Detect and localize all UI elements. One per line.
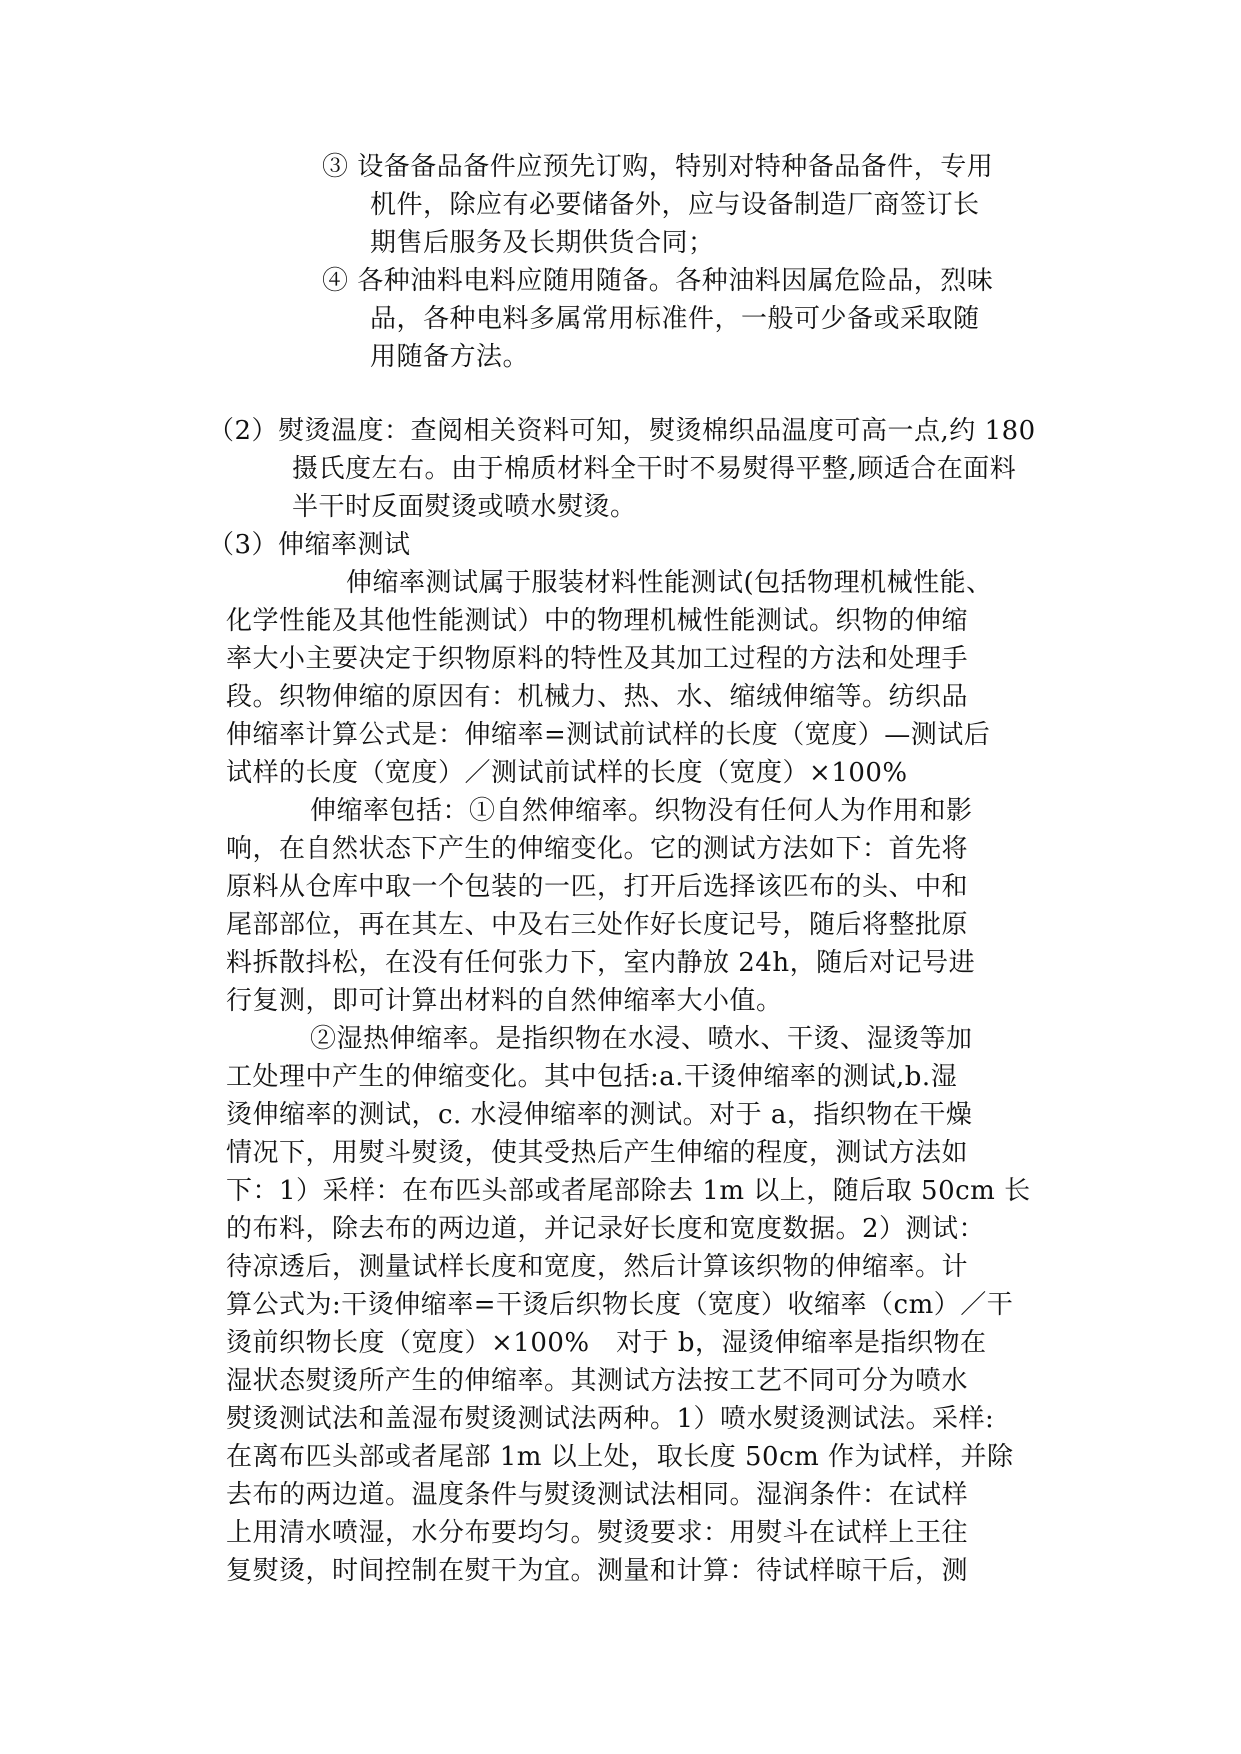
text-line: 情况下，用熨斗熨烫，使其受热后产生伸缩的程度，测试方法如 <box>226 1138 969 1168</box>
text-line: 半干时反面熨烫或喷水熨烫。 <box>292 492 637 522</box>
text-line: ②湿热伸缩率。是指织物在水浸、喷水、干烫、湿烫等加 <box>310 1024 973 1054</box>
text-line: 伸缩率包括：①自然伸缩率。织物没有任何人为作用和影 <box>310 796 973 826</box>
section-heading <box>208 526 411 564</box>
paragraph-shrinkage-test <box>226 564 993 792</box>
text-line: 率大小主要决定于织物原料的特性及其加工过程的方法和处理手 <box>226 644 969 674</box>
list-item-3 <box>322 148 993 262</box>
section-ironing-temperature <box>208 412 1036 526</box>
text-line: 机件，除应有必要储备外，应与设备制造厂商签订长 <box>370 190 980 220</box>
text-line: 期售后服务及长期供货合同； <box>370 228 715 258</box>
text-line: 料拆散抖松，在没有任何张力下，室内静放 24h，随后对记号进 <box>226 948 976 978</box>
text-line: 上用清水喷湿，水分布要均匀。熨烫要求：用熨斗在试样上王往 <box>226 1518 969 1548</box>
text-line: 原料从仓库中取一个包装的一匹，打开后选择该匹布的头、中和 <box>226 872 969 902</box>
text-line: 复熨烫，时间控制在熨干为宜。测量和计算：待试样晾干后，测 <box>226 1556 969 1586</box>
text-line: 算公式为:干烫伸缩率=干烫后织物长度（宽度）收缩率（cm）／干 <box>226 1290 1014 1320</box>
text-line: 响，在自然状态下产生的伸缩变化。它的测试方法如下：首先将 <box>226 834 969 864</box>
list-item-4 <box>322 262 993 376</box>
section-title: （3）伸缩率测试 <box>208 530 411 560</box>
text-line: 段。织物伸缩的原因有：机械力、热、水、缩绒伸缩等。纺织品 <box>226 682 969 712</box>
text-line: ④ 各种油料电料应随用随备。各种油料因属危险品，烈味 <box>322 266 994 296</box>
text-line: 工处理中产生的伸缩变化。其中包括:a.干烫伸缩率的测试,b.湿 <box>226 1062 958 1092</box>
text-line: 在离布匹头部或者尾部 1m 以上处，取长度 50cm 作为试样，并除 <box>226 1442 1014 1472</box>
text-line: 伸缩率计算公式是：伸缩率=测试前试样的长度（宽度）—测试后 <box>226 720 991 750</box>
text-line: 品，各种电料多属常用标准件，一般可少备或采取随 <box>370 304 980 334</box>
text-line: ③ 设备备品备件应预先订购，特别对特种备品备件，专用 <box>322 152 994 182</box>
text-line: （2）熨烫温度：查阅相关资料可知，熨烫棉织品温度可高一点,约 180 <box>208 416 1036 446</box>
paragraph-natural-shrinkage <box>226 792 975 1020</box>
text-line: 化学性能及其他性能测试）中的物理机械性能测试。织物的伸缩 <box>226 606 969 636</box>
text-line: 熨烫测试法和盖湿布熨烫测试法两种。1）喷水熨烫测试法。采样: <box>226 1404 995 1434</box>
text-line: 用随备方法。 <box>370 342 530 372</box>
paragraph-wet-heat-shrinkage <box>226 1020 1031 1590</box>
text-line: 伸缩率测试属于服装材料性能测试(包括物理机械性能、 <box>346 568 993 598</box>
text-line: 去布的两边道。温度条件与熨烫测试法相同。湿润条件：在试样 <box>226 1480 969 1510</box>
text-line: 湿状态熨烫所产生的伸缩率。其测试方法按工艺不同可分为喷水 <box>226 1366 969 1396</box>
text-line: 尾部部位，再在其左、中及右三处作好长度记号，随后将整批原 <box>226 910 969 940</box>
text-line: 下：1）采样：在布匹头部或者尾部除去 1m 以上，随后取 50cm 长 <box>226 1176 1031 1206</box>
text-line: 行复测，即可计算出材料的自然伸缩率大小值。 <box>226 986 783 1016</box>
text-line: 烫伸缩率的测试，c. 水浸伸缩率的测试。对于 a，指织物在干燥 <box>226 1100 973 1130</box>
text-line: 试样的长度（宽度）／测试前试样的长度（宽度）×100% <box>226 758 908 788</box>
text-line: 摄氏度左右。由于棉质材料全干时不易熨得平整,顾适合在面料 <box>292 454 1017 484</box>
text-line: 的布料，除去布的两边道，并记录好长度和宽度数据。2）测试： <box>226 1214 986 1244</box>
text-line: 待凉透后，测量试样长度和宽度，然后计算该织物的伸缩率。计 <box>226 1252 969 1282</box>
text-line: 烫前织物长度（宽度）×100% 对于 b，湿烫伸缩率是指织物在 <box>226 1328 987 1358</box>
